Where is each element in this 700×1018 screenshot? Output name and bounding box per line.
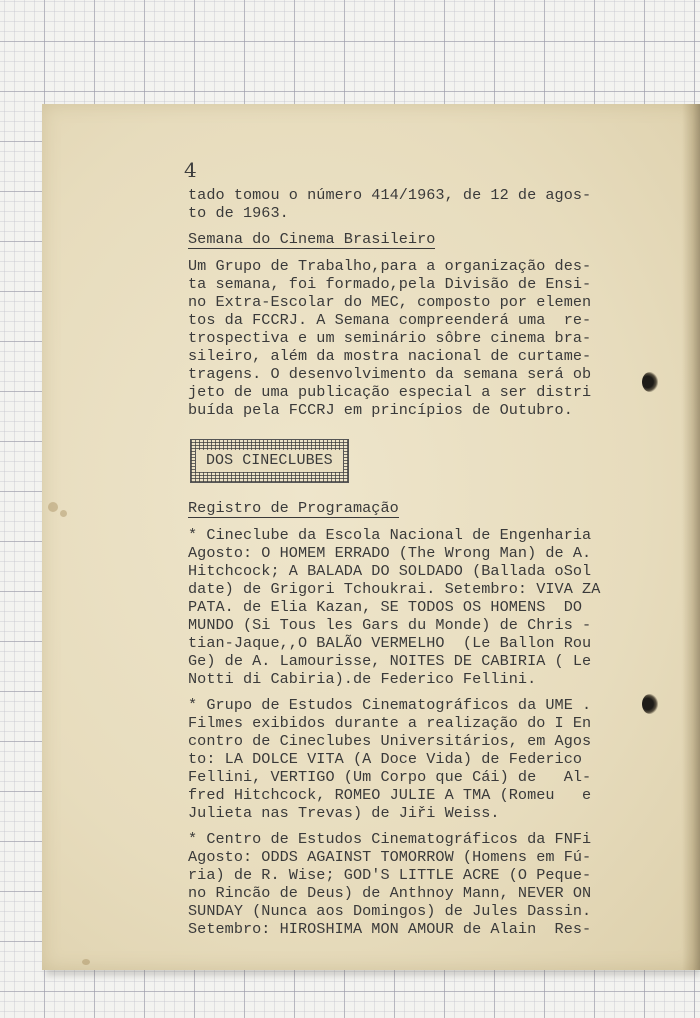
entry-line: no Rincão de Deus) de Anthnoy Mann, NEVER ON: [188, 884, 592, 902]
entry-line: Ge) de A. Lamourisse, NOITES DE CABIRIA ( Le: [188, 652, 592, 670]
paragraph-line: Um Grupo de Trabalho,para a organização des-: [188, 257, 592, 275]
entry-line: Filmes exibidos durante a realização do I En: [188, 714, 592, 732]
entry-line: Notti di Cabiria).de Federico Fellini.: [188, 670, 537, 688]
entry-line: SUNDAY (Nunca aos Domingos) de Jules Dassin.: [188, 902, 592, 920]
paragraph-line: trospectiva e um seminário sôbre cinema bra-: [188, 329, 592, 347]
paragraph-line: no Extra-Escolar do MEC, composto por elemen: [188, 293, 592, 311]
document-page: [42, 104, 700, 970]
section-title-box: [190, 439, 349, 483]
entry-line: Agosto: ODDS AGAINST TOMORROW (Homens em Fú-: [188, 848, 592, 866]
paper-stain: [60, 510, 67, 517]
entry-line: date) de Grigori Tchoukrai. Setembro: VIVA ZA: [188, 580, 601, 598]
paragraph-line: jeto de uma publicação especial a ser distri: [188, 383, 592, 401]
paragraph-line: ta semana, foi formado,pela Divisão de Ensi-: [188, 275, 592, 293]
section-heading-registro: Registro de Programação: [188, 499, 399, 517]
entry-line: to: LA DOLCE VITA (A Doce Vida) de Federico: [188, 750, 583, 768]
entry-line: * Cineclube da Escola Nacional de Engenharia: [188, 526, 592, 544]
entry-line: ria) de R. Wise; GOD'S LITTLE ACRE (O Peque-: [188, 866, 592, 884]
entry-line: * Grupo de Estudos Cinematográficos da UME .: [188, 696, 592, 714]
entry-line: tian-Jaque,,O BALÃO VERMELHO (Le Ballon Rou: [188, 634, 592, 652]
entry-line: Hitchcock; A BALADA DO SOLDADO (Ballada oSol: [188, 562, 592, 580]
entry-line: fred Hitchcock, ROMEO JULIE A TMA (Romeu e: [188, 786, 592, 804]
paragraph-line: sileiro, além da mostra nacional de curtame-: [188, 347, 592, 365]
typed-text-column: [188, 186, 638, 938]
entry-line: Fellini, VERTIGO (Um Corpo que Cái) de Al-: [188, 768, 592, 786]
intro-line: to de 1963.: [188, 204, 289, 222]
paragraph-line: tragens. O desenvolvimento da semana será ob: [188, 365, 592, 383]
paper-stain: [82, 959, 90, 965]
entry-line: Setembro: HIROSHIMA MON AMOUR de Alain Res-: [188, 920, 592, 938]
entry-line: * Centro de Estudos Cinematográficos da FNFi: [188, 830, 592, 848]
page-number: 4: [184, 158, 197, 182]
entry-line: MUNDO (Si Tous les Gars du Monde) de Chris -: [188, 616, 592, 634]
punch-hole-icon: [642, 694, 658, 714]
entry-line: Julieta nas Trevas) de Jiři Weiss.: [188, 804, 500, 822]
entry-line: contro de Cineclubes Universitários, em Agos: [188, 732, 592, 750]
paragraph-line: buída pela FCCRJ em princípios de Outubro.: [188, 401, 573, 419]
paper-stain: [48, 502, 58, 512]
punch-hole-icon: [642, 372, 658, 392]
section-title-dos-cineclubes: DOS CINECLUBES: [195, 450, 344, 472]
page-binding-edge: [682, 104, 700, 970]
section-heading-semana: Semana do Cinema Brasileiro: [188, 230, 436, 248]
entry-line: Agosto: O HOMEM ERRADO (The Wrong Man) de A.: [188, 544, 592, 562]
intro-line: tado tomou o número 414/1963, de 12 de agos-: [188, 186, 592, 204]
paragraph-line: tos da FCCRJ. A Semana compreenderá uma re-: [188, 311, 592, 329]
entry-line: PATA. de Elia Kazan, SE TODOS OS HOMENS DO: [188, 598, 583, 616]
